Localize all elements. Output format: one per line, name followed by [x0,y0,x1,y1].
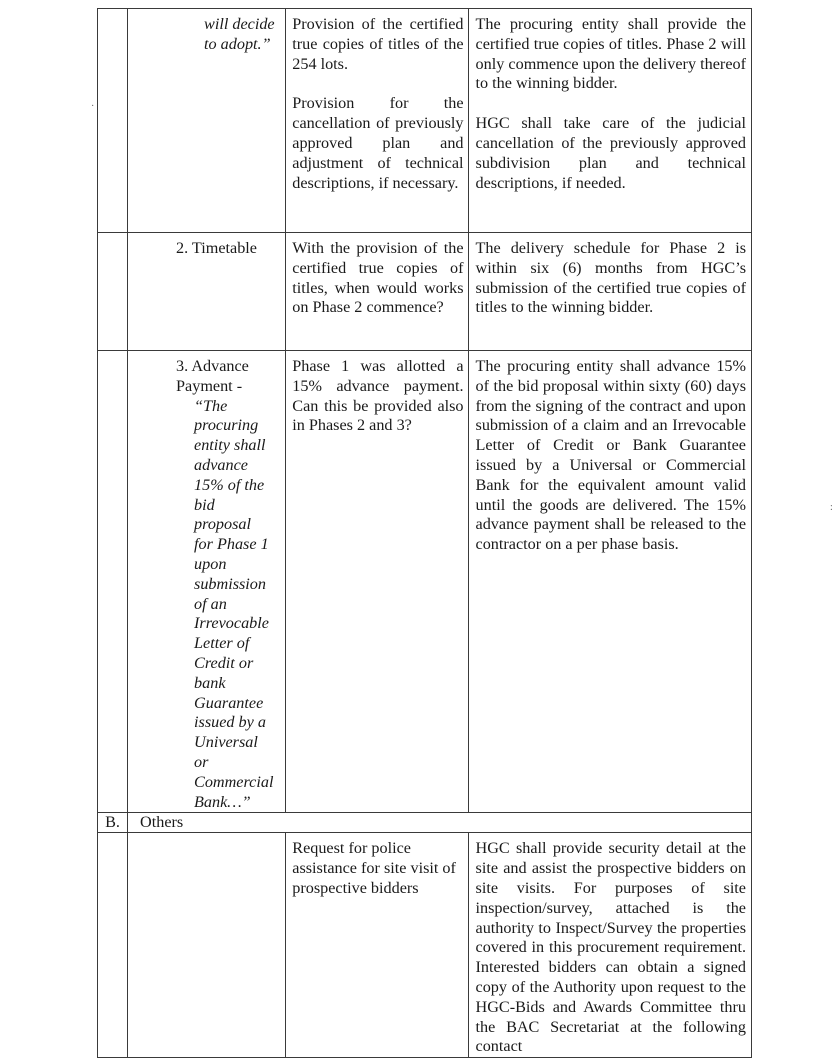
item-quote-tail: will decide to adopt.” [204,15,275,53]
query-cell [286,233,468,351]
query-cell [286,351,468,813]
table-row [98,233,752,351]
query-text: Request for police assistance for site visit of prospective bidders [292,839,456,897]
section-title: Others [128,813,752,833]
bid-bulletin-table [97,8,752,1058]
scan-speck: · [91,101,95,112]
response-cell [468,833,751,1058]
section-cell [98,351,128,813]
query-text: Phase 1 was allotted a 15% advance payment. Can this be provided also in Phases 2 and 3? [292,357,464,435]
section-cell [98,833,128,1058]
response-cell [468,233,751,351]
query-text: Provision for the cancellation of previously approved plan and adjustment of technical descriptions, if necessary. [292,94,464,192]
item-cell [128,351,286,813]
table-row [98,9,752,233]
response-text: The procuring entity shall provide the certified true copies of titles. Phase 2 will only commence upon the delivery thereof to the winning bidder. [475,15,746,93]
section-letter: B. [98,813,128,833]
item-quote: “The procuring entity shall advance 15% of the bid proposal for Phase 1 upon submission of an Irrevocable Letter of Credit or bank Guarantee issued by a Universal or Commercial Bank…” [194,396,274,811]
table-row [98,833,752,1058]
item-cell [128,833,286,1058]
query-cell [286,9,468,233]
item-cell [128,233,286,351]
scan-speck: : [830,502,833,513]
table-row [98,351,752,813]
response-text: HGC shall provide security detail at the site and assist the prospective bidders on site visits. For purposes of site inspection/survey, attached is the authority to Inspect/Survey the properties covered in this procurement requirement. Interested bidders can obtain a signed copy of the Authority upon request to the HGC-Bids and Awards Committee thru the BAC Secretariat at the following contact [475,839,746,1056]
item-cell [128,9,286,233]
response-cell [468,9,751,233]
response-cell [468,351,751,813]
query-text: With the provision of the certified true copies of titles, when would works on Phase 2 commence? [292,239,464,317]
section-cell [98,233,128,351]
section-header-row [98,813,752,833]
item-title: 3. Advance Payment - [176,357,249,395]
query-cell [286,833,468,1058]
item-title: 2. Timetable [176,239,257,257]
query-text: Provision of the certified true copies of titles of the 254 lots. [292,15,464,73]
response-text: The delivery schedule for Phase 2 is within six (6) months from HGC’s submission of the certified true copies of titles to the winning bidder. [475,239,746,317]
section-cell [98,9,128,233]
response-text: The procuring entity shall advance 15% of the bid proposal within sixty (60) days from the signing of the contract and upon submission of a claim and an Irrevocable Letter of Credit or Bank Guarantee issued by a Universal or Commercial Bank for the equivalent amount valid until the goods are delivered. The 15% advance payment shall be released to the contractor on a per phase basis. [475,357,746,554]
response-text: HGC shall take care of the judicial cancellation of the previously approved subdivision plan and technical descriptions, if needed. [475,114,746,192]
